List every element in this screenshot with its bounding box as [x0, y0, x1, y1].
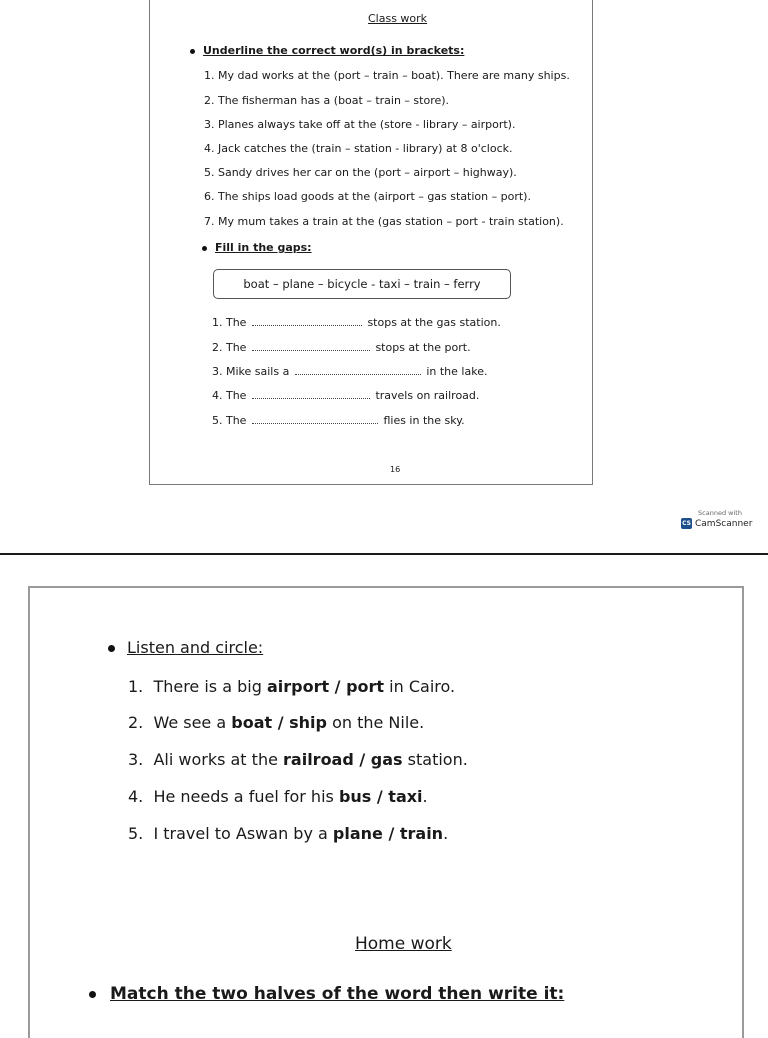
listen-item: 1. There is a big airport / port in Cairo.: [128, 677, 456, 696]
listen-item: 3. Ali works at the railroad / gas station.: [128, 750, 468, 769]
camscanner-watermark: [681, 509, 759, 529]
listen-item: 5. I travel to Aswan by a plane / train.: [128, 824, 449, 843]
choice-options: railroad / gas: [283, 750, 403, 769]
gap-item: 1. The stops at the gas station.: [212, 316, 501, 329]
blank-line: [295, 365, 421, 375]
bullet-icon: [190, 49, 195, 54]
page-title: Class work: [368, 12, 428, 25]
gap-item: 5. The flies in the sky.: [212, 414, 465, 427]
exercise-item: 4. Jack catches the (train – station - library) at 8 o'clock.: [204, 142, 513, 155]
gap-item: 2. The stops at the port.: [212, 341, 471, 354]
gap-item: 3. Mike sails a in the lake.: [212, 365, 488, 378]
bullet-icon: [108, 645, 115, 652]
word-bank-box: [213, 269, 511, 299]
exercise-item: 5. Sandy drives her car on the (port – airport – highway).: [204, 166, 517, 179]
exercise-item: 1. My dad works at the (port – train – boat). There are many ships.: [204, 69, 570, 82]
listen-item: 4. He needs a fuel for his bus / taxi.: [128, 787, 428, 806]
scanned-with-text: Scanned with: [698, 509, 742, 517]
homework-title: Home work: [355, 934, 452, 954]
camscanner-brand: CamScanner: [695, 518, 753, 529]
worksheet-page-top: [149, 0, 593, 485]
blank-line: [252, 316, 362, 326]
bullet-icon: [89, 991, 96, 998]
choice-options: bus / taxi: [338, 787, 423, 806]
page-number: 16: [390, 465, 401, 474]
section-heading-listen: Listen and circle:: [127, 638, 264, 657]
exercise-item: 3. Planes always take off at the (store - library – airport).: [204, 118, 516, 131]
exercise-item: 2. The fisherman has a (boat – train – store).: [204, 94, 450, 107]
choice-options: plane / train: [332, 824, 444, 843]
exercise-item: 7. My mum takes a train at the (gas station – port - train station).: [204, 215, 564, 228]
bullet-icon: [202, 246, 207, 251]
choice-options: boat / ship: [231, 713, 327, 732]
blank-line: [252, 389, 370, 399]
word-bank-text: boat – plane – bicycle - taxi – train – ferry: [243, 277, 481, 291]
page-divider: [0, 553, 768, 555]
exercise-item: 6. The ships load goods at the (airport – gas station – port).: [204, 190, 531, 203]
listen-item: 2. We see a boat / ship on the Nile.: [128, 713, 425, 732]
section-heading-match: Match the two halves of the word then write it:: [110, 984, 565, 1004]
camscanner-logo-icon: CS: [682, 520, 691, 527]
gap-item: 4. The travels on railroad.: [212, 389, 480, 402]
section-heading-underline: Underline the correct word(s) in brackets:: [203, 44, 465, 57]
blank-line: [252, 341, 370, 351]
section-heading-fill-gaps: Fill in the gaps:: [215, 241, 312, 254]
blank-line: [252, 414, 378, 424]
choice-options: airport / port: [266, 677, 385, 696]
